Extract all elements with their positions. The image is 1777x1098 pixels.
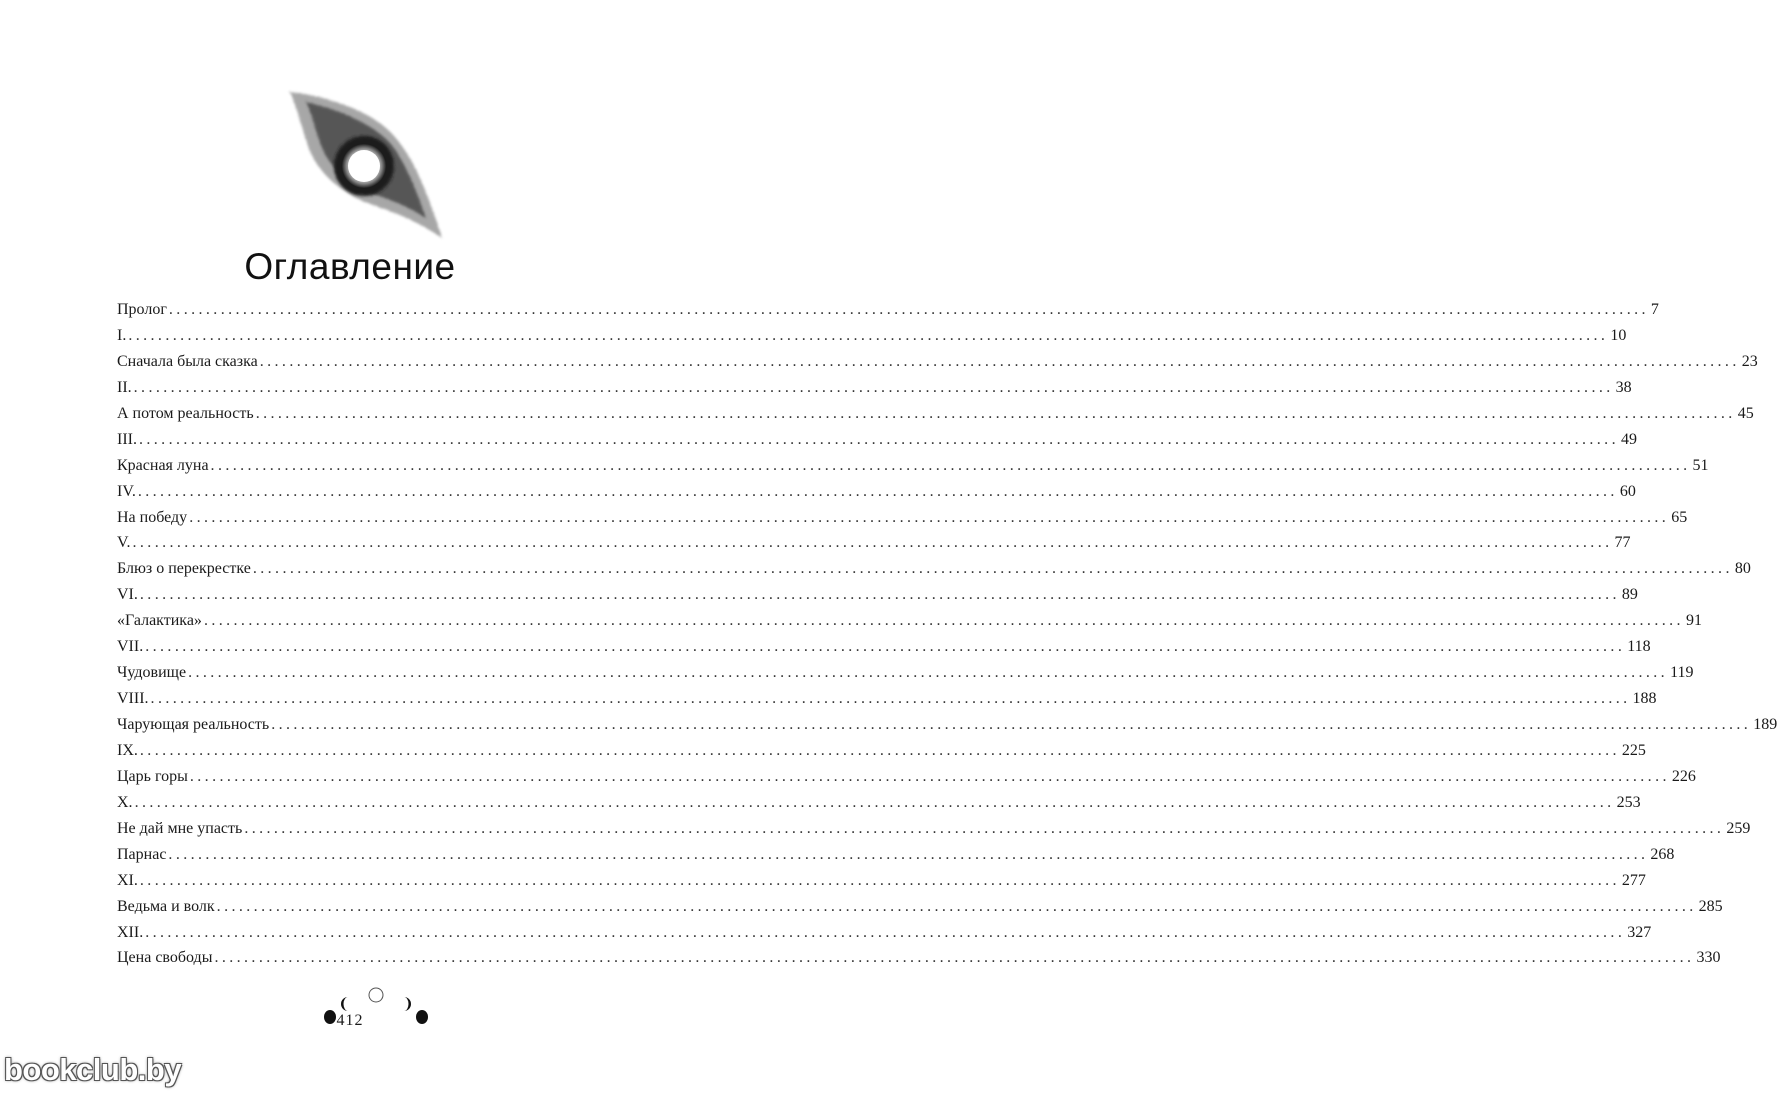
toc-entry-page: 188 [1632,690,1657,708]
dot-leader: ........................................................................................................................................................................................................ [145,923,1626,941]
toc-entry [117,301,1659,327]
eclipse-moon-illustration [286,88,446,243]
moon-phase-icon [369,988,383,1002]
toc-entry [117,741,1646,768]
moon-phase-icon [341,997,348,1011]
toc-entry [117,897,1723,924]
toc-entry-page: 268 [1650,845,1675,863]
toc-entry [117,352,1758,379]
toc-entry-title: Ведьма и волк [117,897,215,915]
toc-entry-title: III. [117,430,137,448]
toc-entry [117,871,1646,898]
toc-entry-title: Не дай мне упасть [117,819,243,837]
toc-entry-page: 226 [1671,767,1696,785]
page-title: Оглавление [244,246,456,287]
toc-entry-page: 91 [1685,612,1702,630]
toc-entry-page: 119 [1670,664,1694,682]
dot-leader: ........................................................................................................................................................................................................ [259,352,1740,370]
dot-leader: ........................................................................................................................................................................................................ [168,301,1649,318]
toc-entry-page: 10 [1610,326,1627,344]
toc-entry-title: На победу [117,508,188,526]
toc-entry-title: Цена свободы [117,949,213,967]
toc-entry-title: А потом реальность [117,404,254,422]
dot-leader: ........................................................................................................................................................................................................ [128,326,1609,344]
toc-entry-page: 189 [1753,716,1777,733]
toc-entry [117,845,1675,872]
dot-leader: ........................................................................................................................................................................................................ [137,482,1618,500]
toc-entry-title: VIII. [117,690,149,708]
dot-leader: ........................................................................................................................................................................................................ [271,716,1752,733]
toc-entry-title: XII. [117,923,144,941]
toc-entry [117,949,1721,975]
toc-entry-title: Чарующая реальность [117,716,270,733]
toc-entry-title: Пролог [117,301,167,318]
toc-entry [117,819,1751,846]
toc-entry [117,923,1652,950]
toc-entry-title: V. [117,534,131,552]
dot-leader: ........................................................................................................................................................................................................ [150,690,1631,708]
toc-entry-page: 330 [1696,949,1721,967]
dot-leader: ........................................................................................................................................................................................................ [252,560,1733,578]
dot-leader: ........................................................................................................................................................................................................ [139,586,1620,604]
dot-leader: ........................................................................................................................................................................................................ [189,767,1670,785]
toc-entry-page: 60 [1619,482,1636,500]
dot-leader: ........................................................................................................................................................................................................ [133,378,1614,396]
dot-leader: ........................................................................................................................................................................................................ [168,845,1649,863]
page-number: 412 [336,1012,364,1029]
toc-entry-page: 89 [1621,586,1638,604]
toc-entry-page: 327 [1627,923,1652,941]
watermark-text: bookclub.by [4,1052,182,1087]
toc-entry-page: 77 [1614,534,1631,552]
toc-entry [117,638,1651,664]
dot-leader: ........................................................................................................................................................................................................ [139,741,1620,759]
toc-entry-page: 118 [1627,638,1651,656]
toc-entry-title: Чудовище [117,664,187,682]
toc-entry-page: 49 [1620,430,1637,448]
moon-phase-icon [404,997,411,1011]
toc-entry-title: II. [117,378,132,396]
dot-leader: ........................................................................................................................................................................................................ [189,508,1670,526]
toc-entry [117,586,1638,612]
toc-entry [117,378,1632,405]
toc-entry [117,690,1657,716]
dot-leader: ........................................................................................................................................................................................................ [255,404,1736,422]
dot-leader: ........................................................................................................................................................................................................ [139,871,1620,889]
toc-entry-title: I. [117,326,127,344]
toc-entry-title: Красная луна [117,456,209,474]
toc-entry-page: 225 [1621,741,1646,759]
toc-entry [117,508,1688,535]
toc-entry [117,716,1777,742]
dot-leader: ........................................................................................................................................................................................................ [138,430,1619,448]
toc-entry [117,456,1709,483]
toc-entry [117,534,1631,560]
toc-entry-title: Сначала была сказка [117,352,258,370]
dot-leader: ........................................................................................................................................................................................................ [132,534,1613,552]
toc-entry-title: Царь горы [117,767,188,785]
toc-entry [117,430,1637,457]
dot-leader: ........................................................................................................................................................................................................ [145,638,1626,656]
dot-leader: ........................................................................................................................................................................................................ [203,612,1684,630]
toc-entry [117,404,1754,431]
dot-leader: ........................................................................................................................................................................................................ [214,949,1695,967]
toc-entry-title: VII. [117,638,144,656]
dot-leader: ........................................................................................................................................................................................................ [216,897,1697,915]
toc-entry-page: 285 [1698,897,1723,915]
dot-leader: ........................................................................................................................................................................................................ [244,819,1725,837]
toc-entry-page: 45 [1737,404,1754,422]
toc-entry-title: IX. [117,741,138,759]
toc-entry-title: IV. [117,482,136,500]
toc-entry [117,767,1696,794]
table-of-contents [117,301,1777,975]
toc-entry-title: Парнас [117,845,167,863]
toc-entry-page: 259 [1726,819,1751,837]
toc-entry-page: 51 [1692,456,1709,474]
toc-entry-title: X. [117,793,133,811]
toc-entry [117,560,1751,586]
dot-leader: ........................................................................................................................................................................................................ [134,793,1615,811]
toc-entry-page: 253 [1616,793,1641,811]
toc-entry-page: 65 [1671,508,1688,526]
dot-leader: ........................................................................................................................................................................................................ [188,664,1669,682]
toc-entry-title: VI. [117,586,138,604]
toc-entry-page: 23 [1741,352,1758,370]
toc-entry [117,664,1694,690]
toc-entry-title: XI. [117,871,138,889]
toc-entry [117,326,1627,353]
toc-entry-page: 277 [1621,871,1646,889]
toc-entry-page: 7 [1650,301,1659,318]
toc-entry [117,793,1641,820]
toc-entry-page: 38 [1615,378,1632,396]
dot-leader: ........................................................................................................................................................................................................ [210,456,1691,474]
toc-entry [117,612,1702,638]
toc-entry [117,482,1636,509]
toc-entry-title: Блюз о перекрестке [117,560,251,578]
toc-entry-page: 80 [1734,560,1751,578]
toc-entry-title: «Галактика» [117,612,202,630]
